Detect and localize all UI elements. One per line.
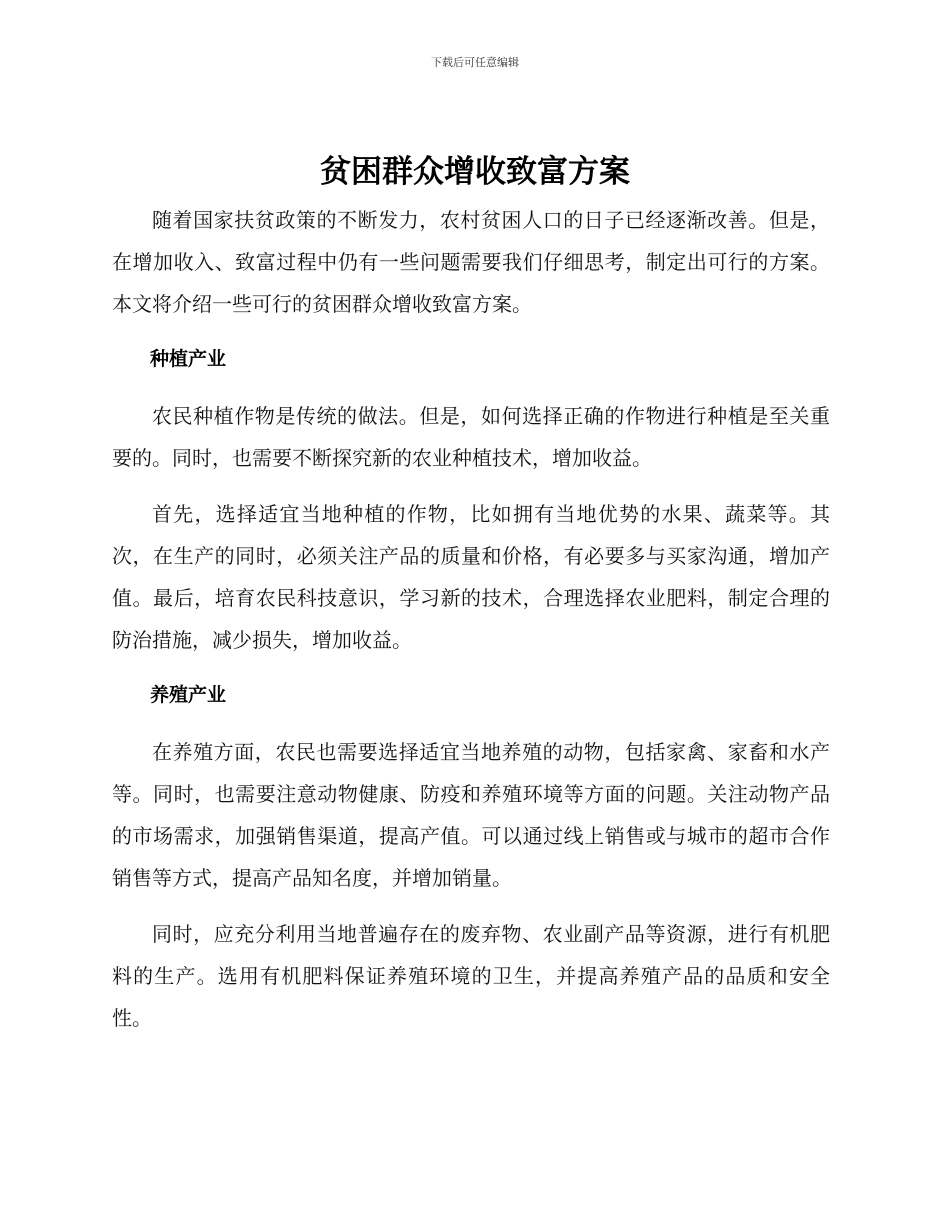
breeding-paragraph-2: 同时，应充分利用当地普遍存在的废弃物、农业副产品等资源，进行有机肥料的生产。选用有机肥料保证养殖环境的卫生，并提高养殖产品的品质和安全性。 — [112, 922, 830, 1030]
document-body — [112, 199, 830, 1053]
header-note: 下载后可任意编辑 — [431, 56, 519, 69]
breeding-paragraph-1: 在养殖方面，农民也需要选择适宜当地养殖的动物，包括家禽、家畜和水产等。同时，也需要注意动物健康、防疫和养殖环境等方面的问题。关注动物产品的市场需求，加强销售渠道，提高产值。可以通过线上销售或与城市的超市合作销售等方式，提高产品知名度，并增加销量。 — [112, 740, 830, 890]
section-heading-breeding: 养殖产业 — [150, 684, 227, 706]
section-heading-planting: 种植产业 — [150, 348, 227, 370]
intro-paragraph: 随着国家扶贫政策的不断发力，农村贫困人口的日子已经逐渐改善。但是，在增加收入、致富过程中仍有一些问题需要我们仔细思考，制定出可行的方案。本文将介绍一些可行的贫困群众增收致富方案。 — [112, 208, 830, 316]
document-title: 贫困群众增收致富方案 — [320, 154, 630, 190]
planting-paragraph-2: 首先，选择适宜当地种植的作物，比如拥有当地优势的水果、蔬菜等。其次，在生产的同时，必须关注产品的质量和价格，有必要多与买家沟通，增加产值。最后，培育农民科技意识，学习新的技术，合理选择农业肥料，制定合理的防治措施，减少损失，增加收益。 — [112, 502, 830, 652]
planting-paragraph-1: 农民种植作物是传统的做法。但是，如何选择正确的作物进行种植是至关重要的。同时，也需要不断探究新的农业种植技术，增加收益。 — [112, 404, 830, 470]
